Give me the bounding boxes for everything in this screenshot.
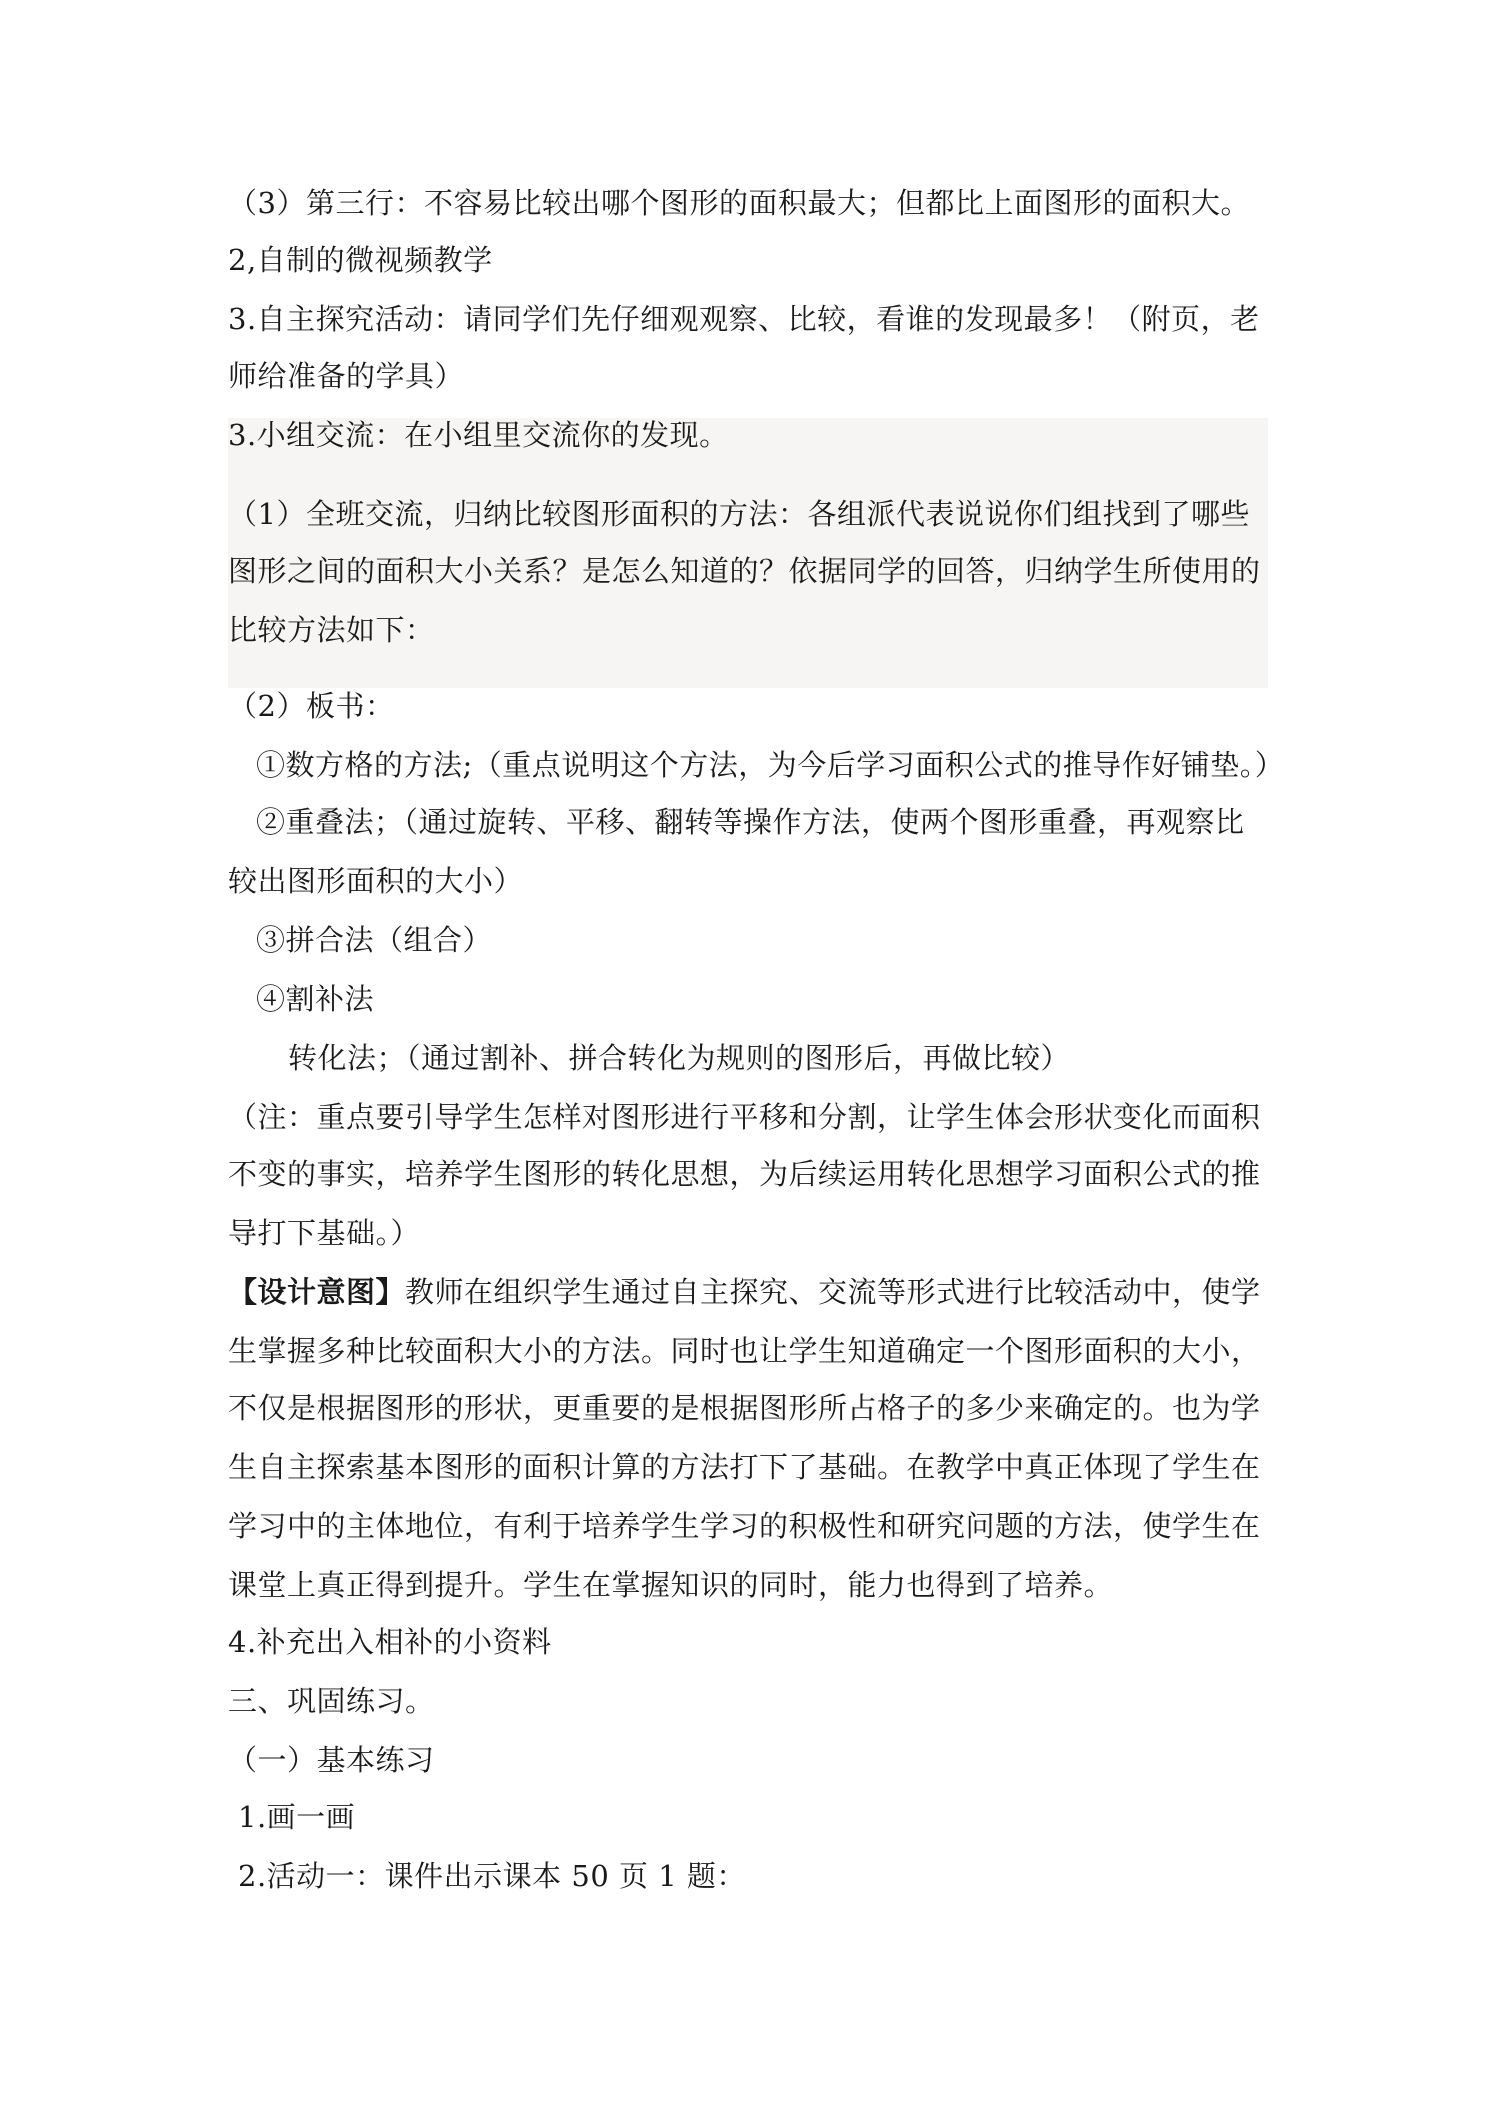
text-line-11: ②重叠法；（通过旋转、平移、翻转等操作方法，使两个图形重叠，再观察比 [256, 805, 1245, 839]
text-line-18: 导打下基础。） [228, 1216, 421, 1250]
text-line-5: 3.小组交流：在小组里交流你的发现。 [228, 418, 729, 452]
text-line-3: 3.自主探究活动：请同学们先仔细观观察、比较，看谁的发现最多！（附页，老 [228, 302, 1260, 336]
text-line-4: 师给准备的学具） [228, 359, 465, 393]
text-line-1: （3）第三行：不容易比较出哪个图形的面积最大；但都比上面图形的面积大。 [228, 186, 1250, 220]
text-line-14: ④割补法 [256, 982, 375, 1016]
text-line-13: ③拼合法（组合） [256, 923, 493, 957]
text-line-26: 三、巩固练习。 [228, 1684, 435, 1718]
text-line-28: 1.画一画 [238, 1800, 356, 1834]
text-line-27: （一）基本练习 [228, 1743, 435, 1777]
text-line-12: 较出图形面积的大小） [228, 864, 524, 898]
text-line-9: （2）板书： [228, 689, 395, 723]
text-line-2: 2,自制的微视频教学 [228, 243, 493, 277]
text-line-15: 转化法；（通过割补、拼合转化为规则的图形后，再做比较） [288, 1041, 1071, 1075]
text-line-6: （1）全班交流，归纳比较图形面积的方法：各组派代表说说你们组找到了哪些 [228, 497, 1250, 531]
text-line-7: 图形之间的面积大小关系？是怎么知道的？依据同学的回答，归纳学生所使用的 [228, 554, 1261, 588]
text-line-24: 课堂上真正得到提升。学生在掌握知识的同时，能力也得到了培养。 [228, 1568, 1114, 1602]
design-intent-text: 教师在组织学生通过自主探究、交流等形式进行比较活动中，使学 [405, 1275, 1261, 1309]
text-line-20: 生掌握多种比较面积大小的方法。同时也让学生知道确定一个图形面积的大小， [228, 1334, 1261, 1368]
text-line-10: ①数方格的方法;（重点说明这个方法，为今后学习面积公式的推导作好铺垫。） [256, 748, 1285, 782]
text-line-25: 4.补充出入相补的小资料 [228, 1625, 552, 1659]
text-line-21: 不仅是根据图形的形状，更重要的是根据图形所占格子的多少来确定的。也为学 [228, 1391, 1261, 1425]
text-line-23: 学习中的主体地位，有利于培养学生学习的积极性和研究问题的方法，使学生在 [228, 1509, 1261, 1543]
design-intent-label: 【设计意图】 [228, 1275, 406, 1309]
text-line-17: 不变的事实，培养学生图形的转化思想，为后续运用转化思想学习面积公式的推 [228, 1157, 1261, 1191]
text-line-8: 比较方法如下： [228, 613, 435, 647]
text-line-19 [228, 1272, 1261, 1312]
text-line-16: （注：重点要引导学生怎样对图形进行平移和分割，让学生体会形状变化而面积 [228, 1100, 1261, 1134]
text-line-29: 2.活动一：课件出示课本 50 页 1 题： [238, 1859, 746, 1893]
text-line-22: 生自主探索基本图形的面积计算的方法打下了基础。在教学中真正体现了学生在 [228, 1450, 1261, 1484]
